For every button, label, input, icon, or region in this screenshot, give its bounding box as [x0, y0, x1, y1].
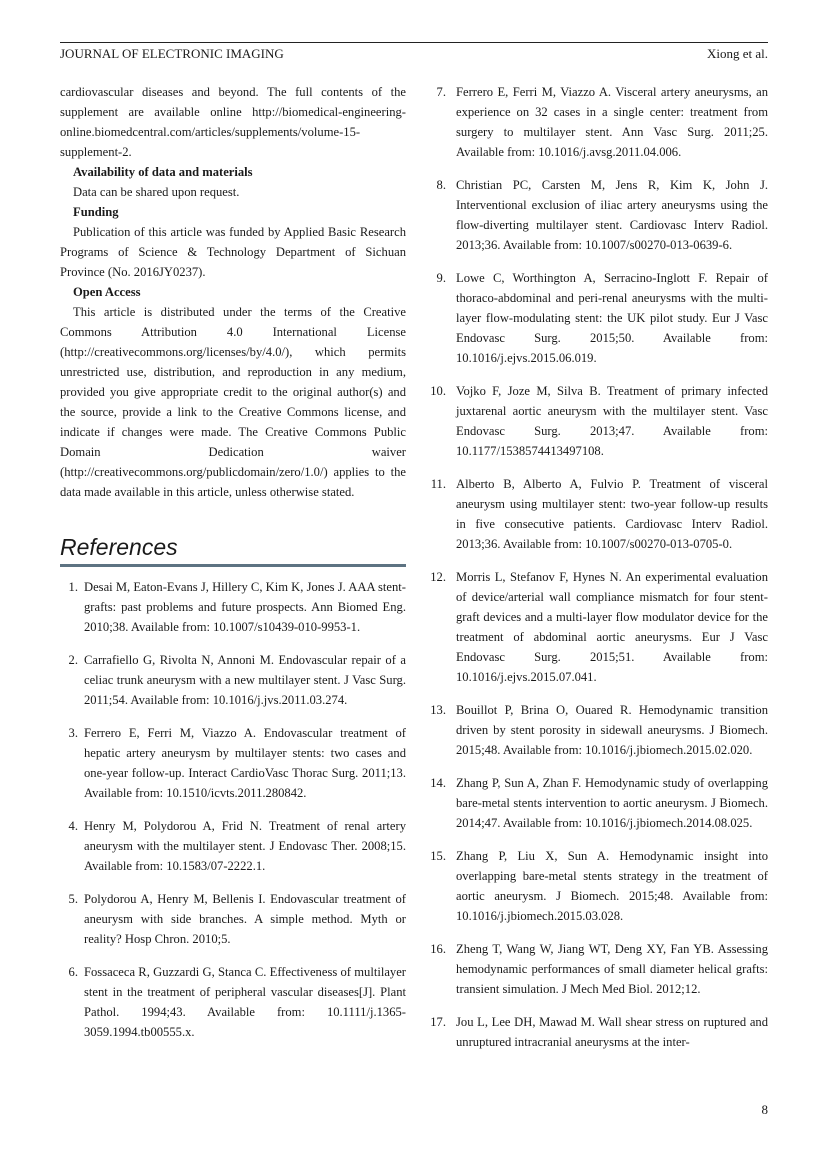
reference-item — [60, 889, 406, 949]
funding-paragraph: Publication of this article was funded by Applied Basic Research Programs of Science & Technology Department of Sichuan Province (No. 2016JY0237). — [60, 225, 406, 279]
reference-item — [422, 773, 768, 833]
reference-number: 15. — [430, 849, 446, 863]
reference-number: 12. — [430, 570, 446, 584]
reference-number: 8. — [436, 178, 446, 192]
reference-item — [422, 700, 768, 760]
reference-text: Henry M, Polydorou A, Frid N. Treatment of renal artery aneurysm with the multilayer stent. J Endovasc Ther. 2008;15. Available from: 10.1583/07-2222.1. — [84, 819, 406, 873]
reference-item — [422, 82, 768, 162]
intro-paragraph: cardiovascular diseases and beyond. The full contents of the supplement are available online http://biomedical-engineering-online.biomedcentral.com/articles/supplements/volume-15-supplement-2. — [60, 85, 406, 159]
reference-number: 1. — [68, 580, 78, 594]
reference-item — [422, 175, 768, 255]
reference-number: 16. — [430, 942, 446, 956]
header-rule — [60, 42, 768, 43]
open-access-heading: Open Access — [73, 285, 141, 299]
reference-text: Jou L, Lee DH, Mawad M. Wall shear stress on ruptured and unruptured intracranial aneurysms at the inter- — [456, 1015, 768, 1049]
reference-number: 5. — [68, 892, 78, 906]
reference-number: 11. — [430, 477, 446, 491]
reference-text: Polydorou A, Henry M, Bellenis I. Endovascular treatment of aneurysm with side branches. A simple method. Myth or reality? Hosp Chron. 2010;5. — [84, 892, 406, 946]
reference-text: Carrafiello G, Rivolta N, Annoni M. Endovascular repair of a celiac trunk aneurysm with a new multilayer stent. J Vasc Surg. 2011;54. Available from: 10.1016/j.jvs.2011.03.274. — [84, 653, 406, 707]
reference-text: Zhang P, Liu X, Sun A. Hemodynamic insight into overlapping bare-metal stents strategy in the treatment of aortic aneurysm. J Biomech. 2015;48. Available from: 10.1016/j.jbiomech.2015.03.028. — [456, 849, 768, 923]
reference-item — [422, 474, 768, 554]
reference-number: 14. — [430, 776, 446, 790]
availability-heading: Availability of data and materials — [73, 165, 253, 179]
reference-text: Fossaceca R, Guzzardi G, Stanca C. Effectiveness of multilayer stent in the treatment of peripheral vascular diseases[J]. Plant Pathol. 1994;43. Available from: 10.1111/j.1365-3059.1994.tb00555.x. — [84, 965, 406, 1039]
reference-item — [60, 577, 406, 637]
reference-text: Christian PC, Carsten M, Jens R, Kim K, John J. Interventional exclusion of iliac artery aneurysms using the flow-diverting multilayer stent. Cardiovasc Interv Radiol. 2013;36. Available from: 10.1007/s00270-013-0639-6. — [456, 178, 768, 252]
reference-text: Ferrero E, Ferri M, Viazzo A. Visceral artery aneurysms, an experience on 32 cases in a single center: treatment from surgery to multilayer stent. Ann Vasc Surg. 2011;25. Available from: 10.1016/j.avsg.2011.04.006. — [456, 85, 768, 159]
funding-heading: Funding — [73, 205, 119, 219]
reference-text: Alberto B, Alberto A, Fulvio P. Treatment of visceral aneurysm using multilayer stent: two-year follow-up results in five consecutive patients. Cardiovasc Interv Radiol. 2013;36. Available from: 10.1007/s00270-013-0705-0. — [456, 477, 768, 551]
reference-number: 13. — [430, 703, 446, 717]
references-rule — [60, 564, 406, 567]
reference-item — [60, 962, 406, 1042]
page-number: 8 — [761, 1102, 768, 1117]
right-column — [422, 82, 768, 1065]
running-header — [60, 46, 768, 62]
reference-item — [422, 1012, 768, 1052]
reference-text: Zheng T, Wang W, Jiang WT, Deng XY, Fan YB. Assessing hemodynamic performances of small diameter helical grafts: transient simulation. J Mech Med Biol. 2012;12. — [456, 942, 768, 996]
left-column — [60, 82, 406, 1055]
reference-text: Desai M, Eaton-Evans J, Hillery C, Kim K, Jones J. AAA stent-grafts: past problems and future prospects. Ann Biomed Eng. 2010;38. Available from: 10.1007/s10439-010-9953-1. — [84, 580, 406, 634]
reference-item — [422, 381, 768, 461]
reference-text: Zhang P, Sun A, Zhan F. Hemodynamic study of overlapping bare-metal stents intervention to aortic aneurysm. J Biomech. 2014;47. Available from: 10.1016/j.jbiomech.2014.08.025. — [456, 776, 768, 830]
reference-text: Ferrero E, Ferri M, Viazzo A. Endovascular treatment of hepatic artery aneurysm by multilayer stents: two cases and one-year follow-up. Interact CardioVasc Thorac Surg. 2011;13. Available from: 10.1510/icvts.2011.280842. — [84, 726, 406, 800]
reference-item — [422, 268, 768, 368]
reference-number: 9. — [436, 271, 446, 285]
reference-text: Lowe C, Worthington A, Serracino-Inglott F. Repair of thoraco-abdominal and peri-renal aneurysms with the multi-layer flow-modulating stent: the UK pilot study. Eur J Vasc Endovasc Surg. 2015;50. Available from: 10.1016/j.ejvs.2015.06.019. — [456, 271, 768, 365]
reference-text: Bouillot P, Brina O, Ouared R. Hemodynamic transition driven by stent porosity in sidewall aneurysms. J Biomech. 2015;48. Available from: 10.1016/j.jbiomech.2015.02.020. — [456, 703, 768, 757]
reference-item — [60, 650, 406, 710]
availability-paragraph: Data can be shared upon request. — [73, 185, 240, 199]
author-names: Xiong et al. — [706, 46, 768, 61]
reference-item — [60, 723, 406, 803]
reference-text: Morris L, Stefanov F, Hynes N. An experimental evaluation of device/arterial wall compliance mismatch for four stent-graft devices and a multi-layer flow modulator device for the treatment of abdominal aortic aneurysms. Eur J Vasc Endovasc Surg. 2015;51. Available from: 10.1016/j.ejvs.2015.07.041. — [456, 570, 768, 684]
reference-number: 4. — [68, 819, 78, 833]
reference-text: Vojko F, Joze M, Silva B. Treatment of primary infected juxtarenal aortic aneurysm with the multilayer stent. Vasc Endovasc Surg. 2013;47. Available from: 10.1177/1538574413497108. — [456, 384, 768, 458]
reference-number: 7. — [436, 85, 446, 99]
references-title: References — [60, 534, 178, 560]
journal-name: JOURNAL OF ELECTRONIC IMAGING — [60, 46, 284, 61]
reference-item — [422, 567, 768, 687]
reference-list-right — [422, 82, 768, 1052]
reference-number: 2. — [68, 653, 78, 667]
reference-number: 10. — [430, 384, 446, 398]
reference-number: 3. — [68, 726, 78, 740]
reference-number: 17. — [430, 1015, 446, 1029]
reference-item — [422, 846, 768, 926]
open-access-paragraph: This article is distributed under the terms of the Creative Commons Attribution 4.0 International License (http://creativecommons.org/licenses/by/4.0/), which permits unrestricted use, distribution, and reproduction in any medium, provided you give appropriate credit to the original author(s) and the source, provide a link to the Creative Commons license, and indicate if changes were made. The Creative Commons Public Domain Dedication waiver (http://creativecommons.org/publicdomain/zero/1.0/) applies to the data made available in this article, unless otherwise stated. — [60, 305, 406, 499]
reference-list-left — [60, 577, 406, 1042]
reference-item — [60, 816, 406, 876]
reference-item — [422, 939, 768, 999]
reference-number: 6. — [68, 965, 78, 979]
